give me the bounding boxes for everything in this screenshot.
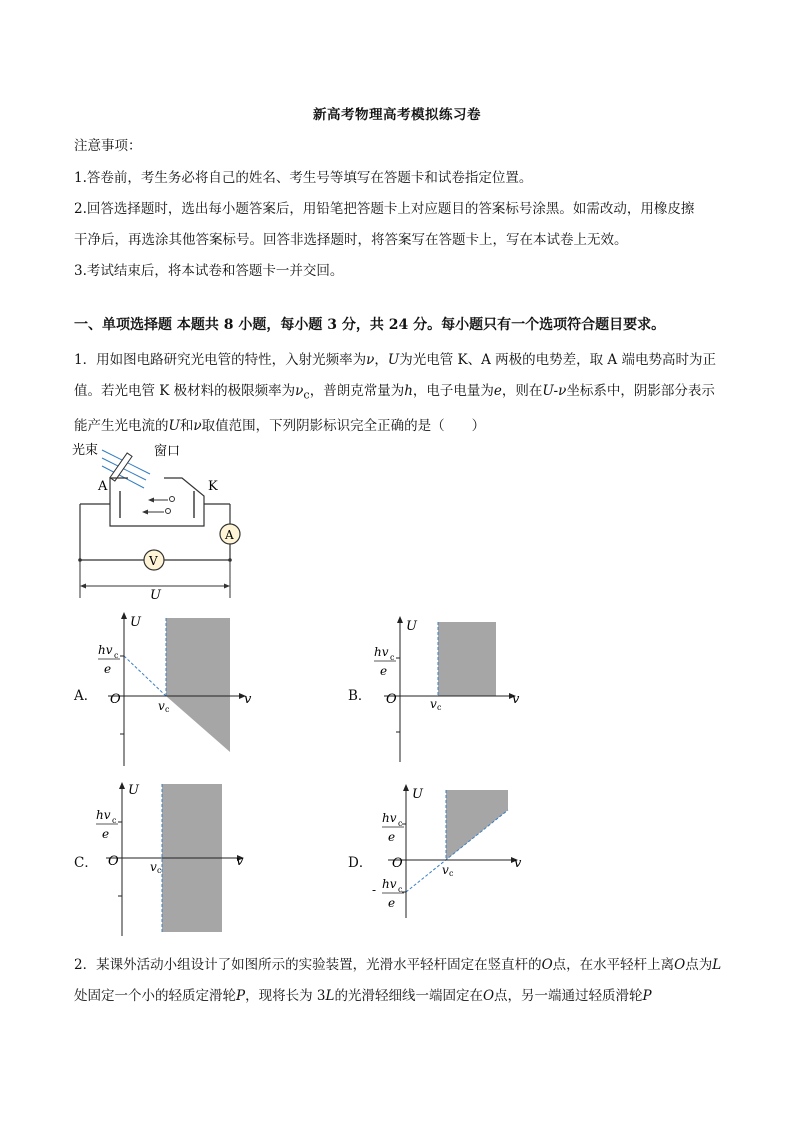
svg-text:U: U [128, 783, 139, 798]
svg-text:v: v [514, 856, 522, 871]
option-a-label: A． [74, 688, 98, 704]
cathode-label: K [208, 479, 218, 494]
svg-text:c: c [157, 866, 162, 875]
svg-text:-: - [372, 883, 377, 897]
svg-text:O: O [386, 692, 397, 707]
svg-text:c: c [112, 816, 117, 825]
svg-text:U: U [406, 619, 417, 634]
page-title: 新高考物理高考模拟练习卷 [313, 107, 481, 123]
option-d-label: D． [348, 855, 373, 871]
svg-text:hv: hv [374, 645, 389, 659]
notes-heading: 注意事项： [74, 138, 142, 154]
svg-text:c: c [398, 885, 403, 894]
svg-text:v: v [244, 692, 252, 707]
svg-text:v: v [442, 863, 449, 877]
svg-text:U: U [130, 615, 141, 630]
anode-label: A [98, 479, 108, 494]
svg-text:v: v [150, 860, 157, 874]
note-item: 干净后，再选涂其他答案标号。回答非选择题时，将答案写在答题卡上，写在本试卷上无效。 [74, 232, 628, 248]
option-a-graph [94, 610, 264, 770]
svg-text:c: c [114, 651, 119, 660]
voltage-label: U [150, 588, 161, 602]
svg-text:v: v [158, 699, 165, 713]
option-b-label: B． [348, 688, 372, 704]
photocell-circuit-diagram [64, 436, 254, 602]
svg-text:O: O [392, 856, 403, 871]
window-glass [110, 453, 132, 481]
svg-text:O: O [108, 854, 119, 869]
option-c-label: C． [74, 855, 98, 871]
svg-text:O: O [110, 692, 121, 707]
svg-text:v: v [430, 697, 437, 711]
svg-text:e: e [102, 827, 110, 841]
svg-text:c: c [165, 705, 170, 714]
svg-text:hv: hv [98, 643, 113, 657]
svg-text:c: c [449, 869, 454, 878]
section-heading: 一、单项选择题 本题共 8 小题，每小题 3 分，共 24 分。每小题只有一个选项符合题目要求。 [74, 317, 666, 333]
voltmeter-label: V [149, 554, 158, 568]
svg-text:e: e [380, 664, 388, 678]
note-item: 2.回答选择题时，选出每小题答案后，用铅笔把答题卡上对应题目的答案标号涂黑。如需改动，用橡皮擦 [74, 201, 695, 217]
option-b-graph [372, 610, 532, 770]
dashed-boundary [124, 656, 166, 696]
ammeter-label: A [225, 528, 234, 542]
svg-text:v: v [512, 692, 520, 707]
window-label: 窗口 [154, 444, 181, 459]
tube-outline [110, 478, 204, 526]
note-item: 3.考试结束后，将本试卷和答题卡一并交回。 [74, 263, 344, 279]
svg-text:e: e [388, 896, 396, 910]
beam-label: 光束 [72, 443, 99, 458]
svg-text:e: e [104, 662, 112, 676]
option-c-graph [94, 778, 264, 940]
question-2-stem: 2．某课外活动小组设计了如图所示的实验装置，光滑水平轻杆固定在竖直杆的O点，在水平轻杆上离O点为L处固定一个小的轻质定滑轮P，现将长为 3L的光滑轻细线一端固定在O点，另一端通过轻质滑轮P [74, 957, 722, 1004]
svg-text:U: U [412, 787, 423, 802]
svg-text:hv: hv [382, 877, 397, 891]
note-item: 1.答卷前，考生务必将自己的姓名、考生号等填写在答题卡和试卷指定位置。 [74, 170, 533, 186]
svg-text:hv: hv [382, 811, 397, 825]
option-d-graph [370, 782, 540, 922]
shaded-region [166, 618, 230, 752]
shaded-region [438, 622, 496, 696]
svg-text:e: e [388, 830, 396, 844]
svg-text:c: c [390, 653, 395, 662]
shaded-region [446, 790, 508, 860]
svg-text:hv: hv [96, 808, 111, 822]
svg-text:v: v [236, 854, 244, 869]
svg-text:c: c [437, 703, 442, 712]
svg-text:c: c [398, 819, 403, 828]
question-1-stem: 1．用如图电路研究光电管的特性，入射光频率为ν，U为光电管 K、A 两极的电势差，取 A 端电势高时为正值。若光电管 K 极材料的极限频率为$\nu_c$，普朗克常量为h，电子电量为e，则在U-ν坐标系中，阴影部分表示能产生光电流的U和ν取值范围，下列阴影标识完全正确的是（ ） [74, 352, 716, 434]
